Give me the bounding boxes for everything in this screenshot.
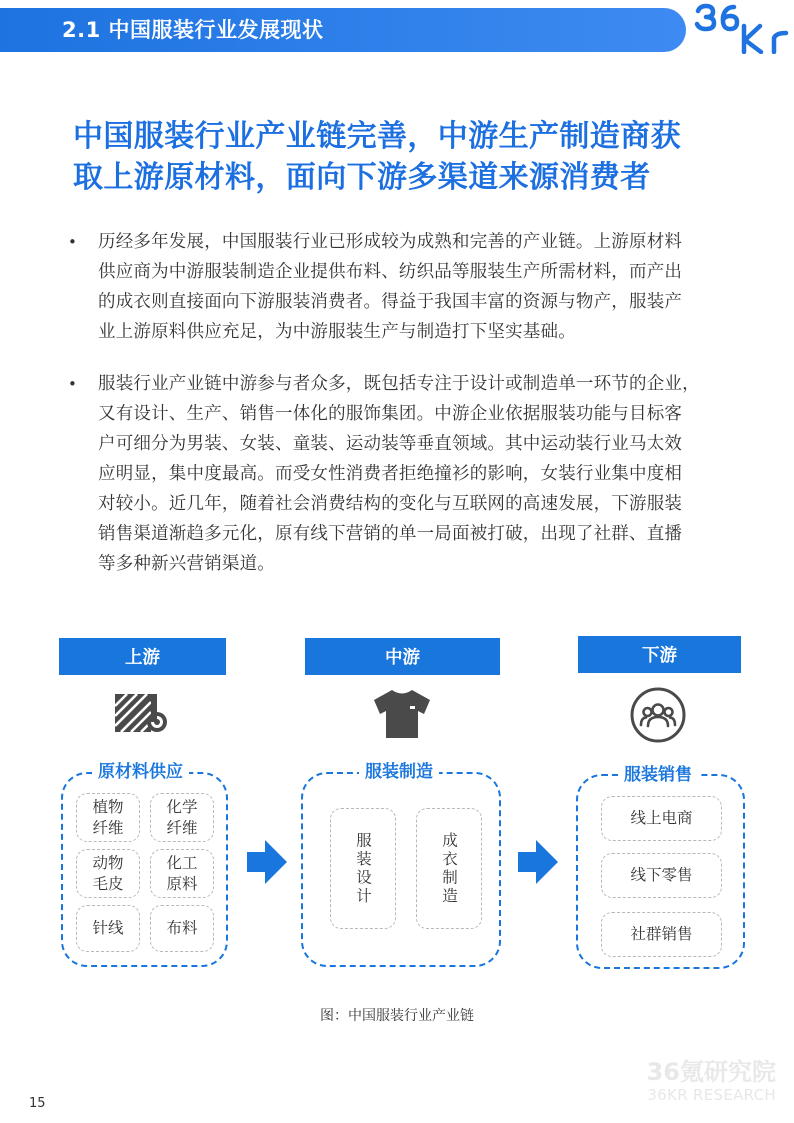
item-plant-fiber — [76, 793, 140, 842]
paragraph-line: 等多种新兴营销渠道。 — [98, 554, 275, 574]
item-apparel-design — [330, 808, 396, 929]
figure-caption: 图：中国服装行业产业链 — [320, 1008, 474, 1024]
watermark-en: 36KR RESEARCH — [647, 1086, 776, 1104]
item-offline-retail — [601, 853, 722, 898]
item-community-sales — [601, 912, 722, 957]
item-text: 线上电商 — [630, 809, 693, 827]
bullet-marker: • — [68, 375, 78, 393]
stage-header-midstream: 中游 — [305, 638, 500, 675]
paragraph-line: 对较小。近几年，随着社会消费结构的变化与互联网的高速发展，下游服装 — [98, 494, 683, 514]
item-text: 成衣制造 — [440, 831, 458, 906]
item-text: 线下零售 — [630, 866, 693, 884]
item-text: 动物 — [92, 853, 124, 872]
paragraph-line: 的成衣则直接面向下游服装消费者。得益于我国丰富的资源与物产，服装产 — [98, 292, 683, 312]
t-shirt-icon — [372, 688, 432, 740]
bullet-paragraph-1 — [68, 227, 738, 347]
item-text: 纤维 — [166, 818, 198, 837]
item-text: 化学 — [166, 797, 198, 816]
item-text: 布料 — [166, 919, 198, 937]
item-text: 原料 — [166, 874, 198, 893]
stage-header-downstream: 下游 — [578, 636, 741, 673]
consumers-group-icon — [629, 686, 687, 744]
paragraph-line: 又有设计、生产、销售一体化的服饰集团。中游企业依据服装功能与目标客 — [98, 404, 683, 424]
item-text: 毛皮 — [92, 874, 124, 893]
item-text: 服装设计 — [354, 831, 372, 906]
group-label-apparel-manufacturing: 服装制造 — [359, 761, 439, 783]
group-label-raw-materials: 原材料供应 — [92, 761, 189, 783]
item-text: 针线 — [92, 919, 124, 937]
paragraph-line: 户可细分为男装、女装、童装、运动装等垂直领域。其中运动装行业马太效 — [98, 434, 683, 454]
section-title: 2.1 中国服装行业发展现状 — [62, 18, 324, 42]
item-chemical-materials — [150, 849, 214, 898]
arrow-right-icon — [518, 840, 558, 884]
stage-header-upstream: 上游 — [59, 638, 226, 675]
item-needle-thread — [76, 905, 140, 952]
research-watermark — [616, 1058, 776, 1104]
page-header — [0, 0, 794, 54]
paragraph-line: 供应商为中游服装制造企业提供布料、纺织品等服装生产所需材料，而产出 — [98, 262, 683, 282]
bullet-paragraph-2 — [68, 369, 738, 579]
paragraph-line: 销售渠道渐趋多元化，原有线下营销的单一局面被打破，出现了社群、直播 — [98, 524, 683, 544]
item-online-ecommerce — [601, 796, 722, 841]
headline-line-1: 中国服装行业产业链完善，中游生产制造商获 — [73, 119, 681, 154]
item-text: 社群销售 — [630, 925, 693, 943]
paragraph-line: 业上游原料供应充足，为中游服装生产与制造打下坚实基础。 — [98, 322, 576, 342]
bullet-marker: • — [68, 233, 78, 251]
watermark-cn: 36氪研究院 — [646, 1058, 776, 1086]
item-animal-fur — [76, 849, 140, 898]
headline-line-2: 取上游原材料，面向下游多渠道来源消费者 — [73, 160, 651, 195]
item-text: 化工 — [166, 853, 198, 872]
arrow-right-icon — [247, 840, 287, 884]
fabric-roll-icon — [113, 686, 169, 742]
paragraph-line: 应明显，集中度最高。而受女性消费者拒绝撞衫的影响，女装行业集中度相 — [98, 464, 683, 484]
item-chemical-fiber — [150, 793, 214, 842]
group-label-apparel-sales: 服装销售 — [618, 764, 698, 786]
page-number: 15 — [29, 1096, 46, 1111]
item-text: 纤维 — [92, 818, 124, 837]
paragraph-line: 服装行业产业链中游参与者众多，既包括专注于设计或制造单一环节的企业， — [98, 374, 700, 394]
item-text: 植物 — [92, 797, 124, 816]
item-cloth — [150, 905, 214, 952]
item-garment-manufacturing — [416, 808, 482, 929]
paragraph-line: 历经多年发展，中国服装行业已形成较为成熟和完善的产业链。上游原材料 — [98, 232, 683, 252]
36kr-logo — [694, 2, 794, 54]
page-headline — [73, 116, 753, 198]
